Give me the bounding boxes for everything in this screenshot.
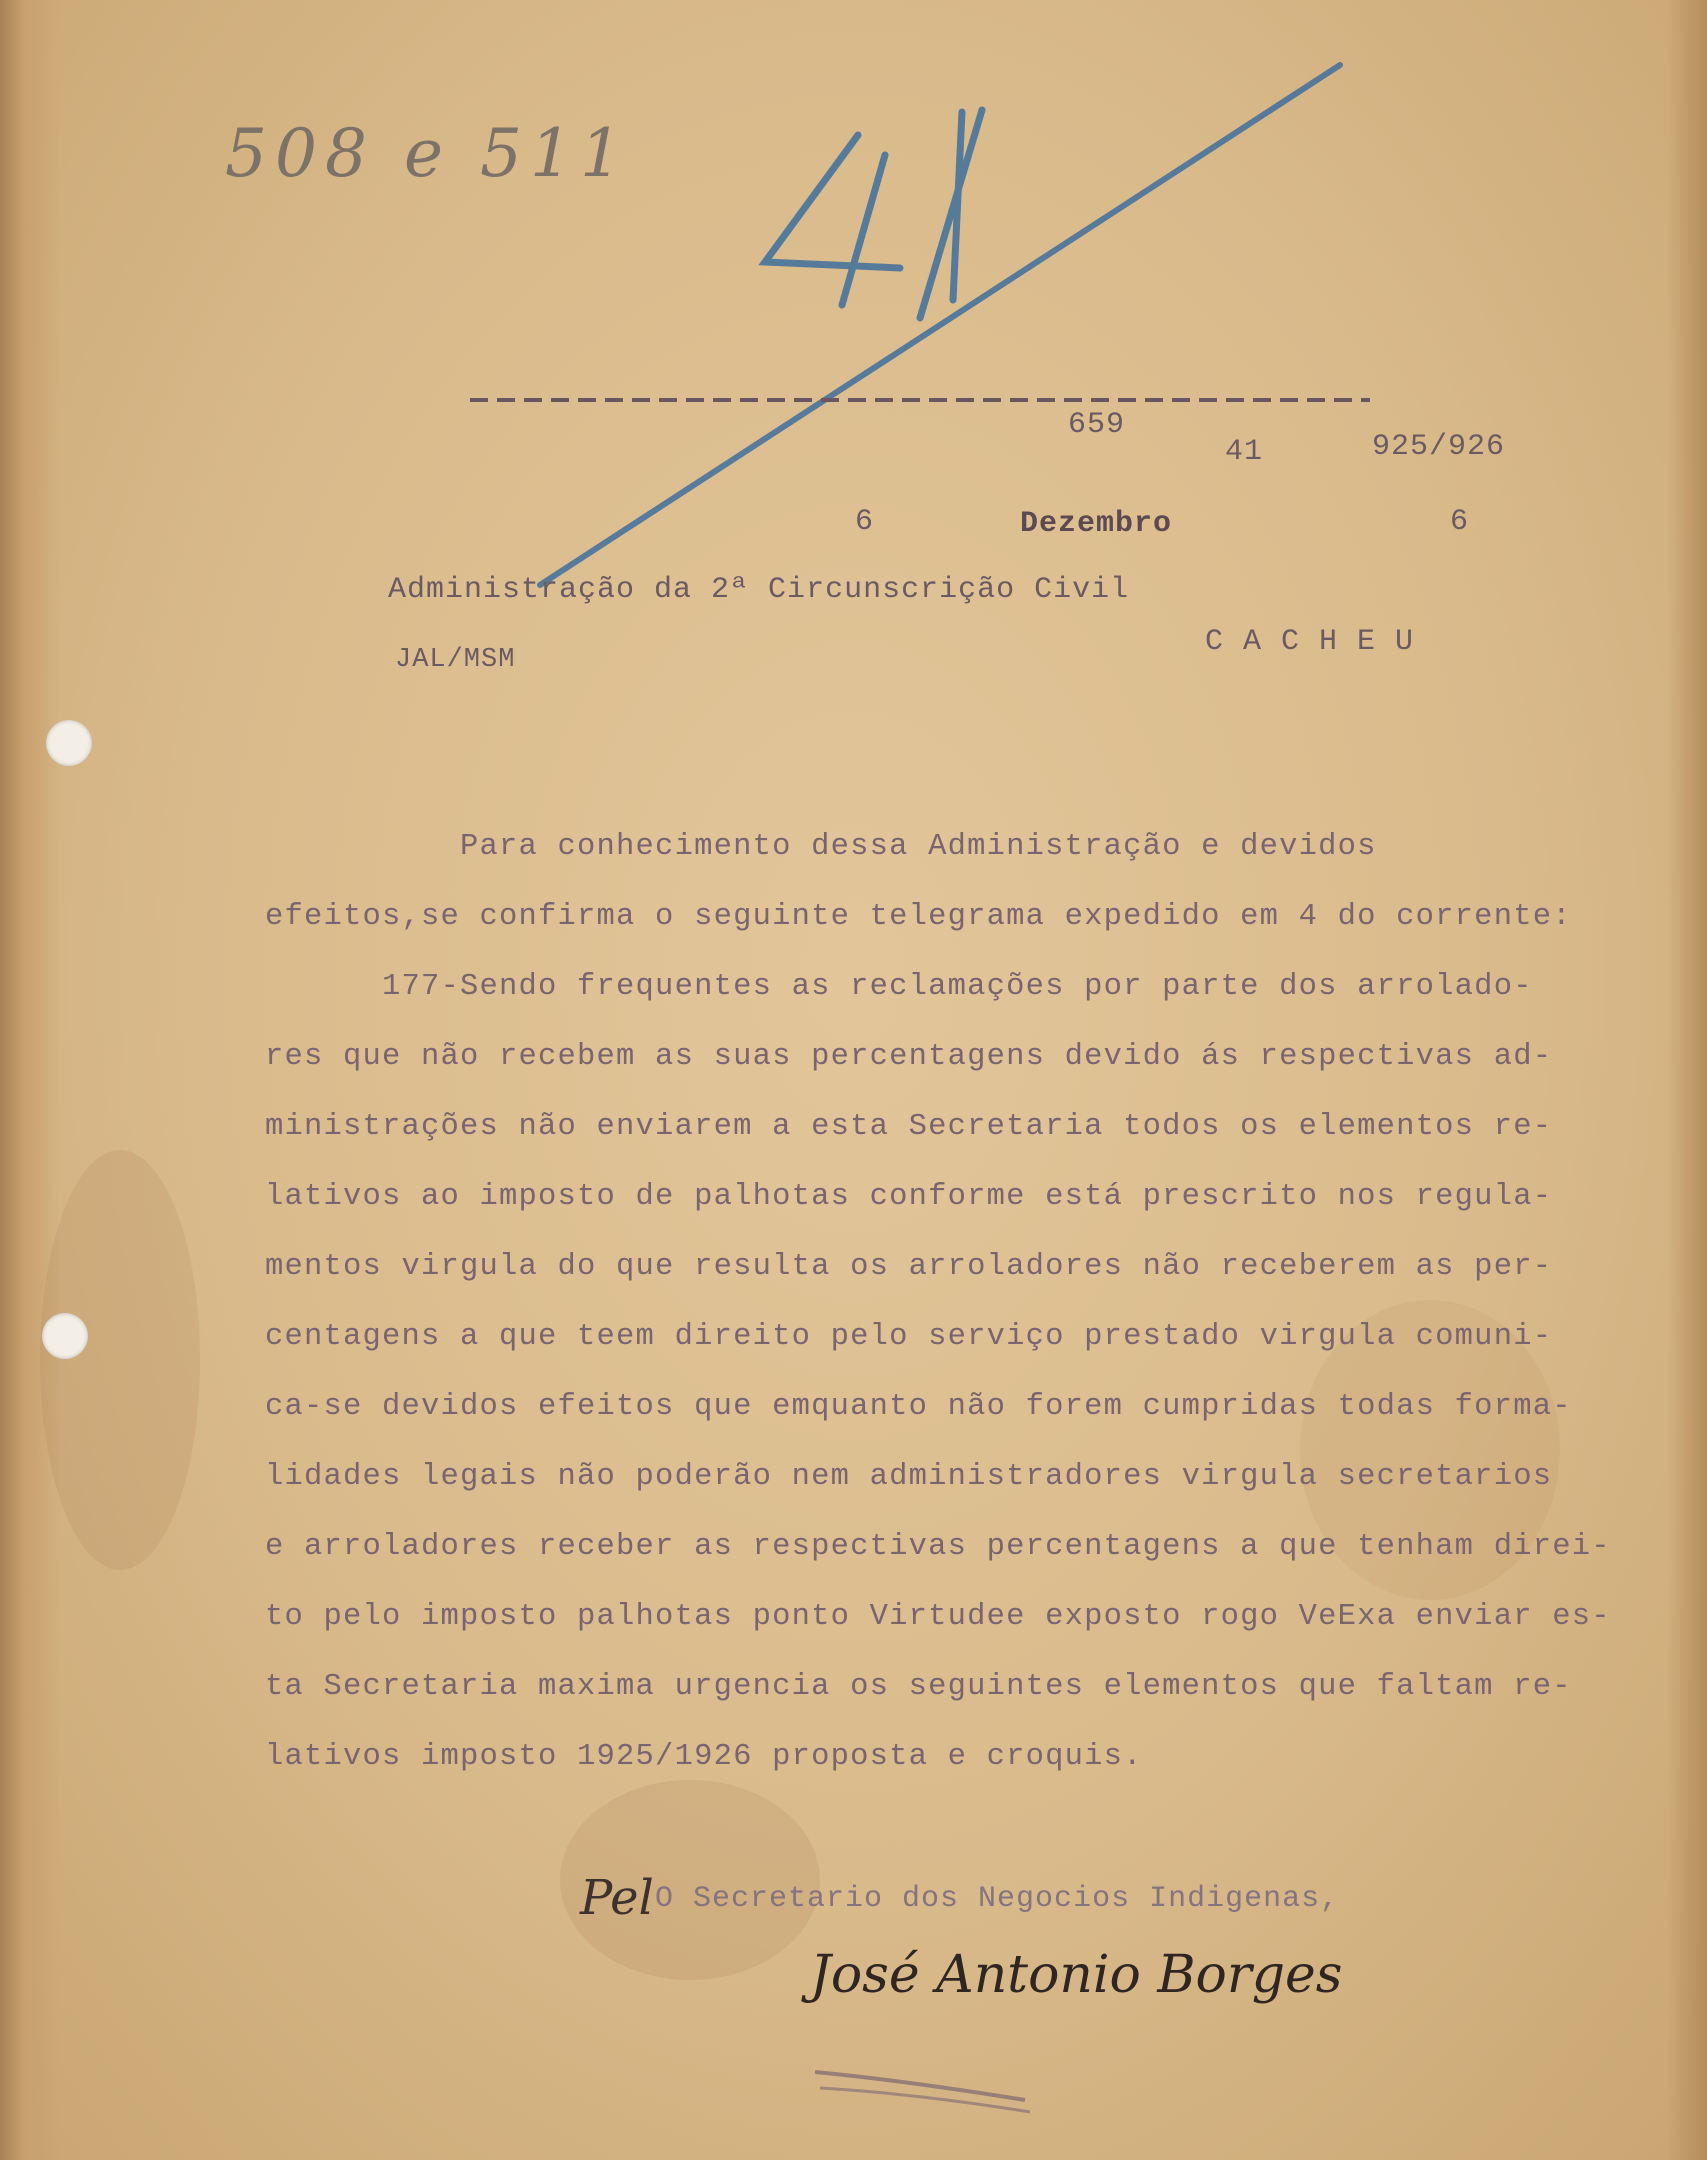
body-line: ministrações não enviarem a esta Secretaria todos os elementos re- [265, 1110, 1553, 1144]
archive-reference: 508 e 511 [225, 115, 630, 192]
date-day-right: 6 [1450, 505, 1470, 539]
record-number: 659 [1068, 408, 1126, 442]
body-line: mentos virgula do que resulta os arroladores não receberem as per- [265, 1250, 1553, 1284]
date-month: Dezembro [1020, 507, 1173, 541]
body-line: lidades legais não poderão nem administradores virgula secretarios [265, 1460, 1553, 1494]
body-line: 177-Sendo frequentes as reclamações por parte dos arrolado- [265, 970, 1533, 1004]
body-line: e arroladores receber as respectivas percentagens a que tenham direi- [265, 1530, 1611, 1564]
closing-title: O Secretario dos Negocios Indigenas, [655, 1882, 1340, 1916]
body-line: ca-se devidos efeitos que emquanto não forem cumpridas todas forma- [265, 1390, 1572, 1424]
body-line: centagens a que teem direito pelo serviço prestado virgula comuni- [265, 1320, 1553, 1354]
fiscal-years: 925/926 [1372, 430, 1506, 464]
destination: C A C H E U [1205, 625, 1415, 659]
date-day: 6 [855, 505, 875, 539]
body-line: efeitos,se confirma o seguinte telegrama expedido em 4 do corrente: [265, 900, 1572, 934]
body-line: lativos ao imposto de palhotas conforme está prescrito nos regula- [265, 1180, 1553, 1214]
file-number: 41 [1225, 435, 1264, 469]
addressee: Administração da 2ª Circunscrição Civil [388, 573, 1130, 607]
reference-initials: JAL/MSM [395, 645, 516, 675]
body-line: Para conhecimento dessa Administração e devidos [265, 830, 1377, 864]
signature: José Antonio Borges [810, 1945, 1343, 2005]
body-line: ta Secretaria maxima urgencia os seguintes elementos que faltam re- [265, 1670, 1572, 1704]
body-line: lativos imposto 1925/1926 proposta e croquis. [265, 1740, 1143, 1774]
body-line: res que não recebem as suas percentagens devido ás respectivas ad- [265, 1040, 1553, 1074]
body-line: to pelo imposto palhotas ponto Virtudee exposto rogo VeExa enviar es- [265, 1600, 1611, 1634]
pel-handwritten: Pel [580, 1870, 654, 1926]
